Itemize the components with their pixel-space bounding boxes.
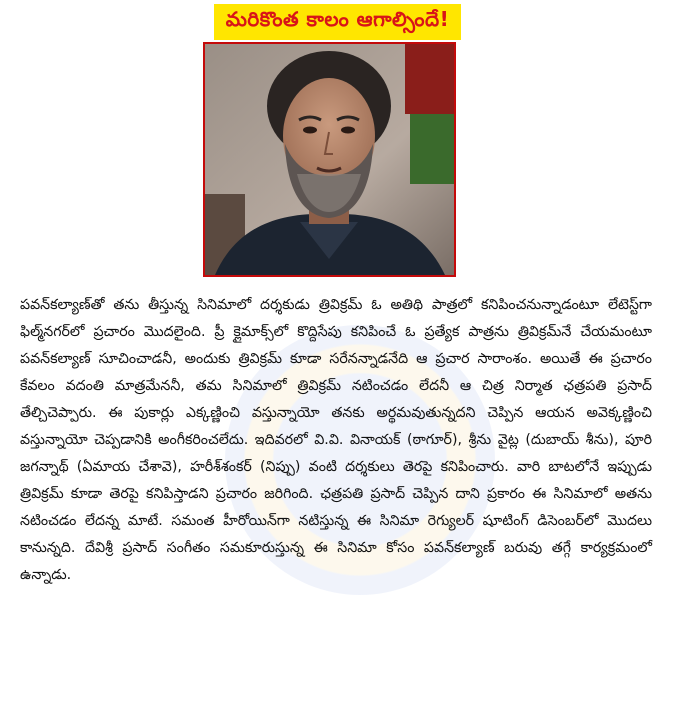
person-photo-icon [205, 44, 454, 275]
person-photo [203, 42, 456, 277]
headline-wrapper [0, 4, 675, 40]
article-body: పవన్‌కల్యాణ్‌తో తను తీస్తున్న సినిమాలో దర్శకుడు త్రివిక్రమ్ ఓ అతిథి పాత్రలో కనిపించనున్నాడంటూ లేటెస్ట్‌గా ఫిల్మ్‌నగర్‌లో ప్రచారం మొదలైంది. ప్రీ క్లైమాక్స్‌లో కొద్దిసేపు కనిపించే ఓ ప్రత్యేక పాత్రను త్రివిక్రమ్‌నే చేయమంటూ పవన్‌కల్యాణ్ సూచించాడనీ, అందుకు త్రివిక్రమ్ కూడా సరేనన్నాడనేది ఆ ప్రచార సారాంశం. అయితే ఈ ప్రచారం కేవలం వదంతి మాత్రమేననీ, తమ సినిమాలో త్రివిక్రమ్ నటించడం లేదనీ ఆ చిత్ర నిర్మాత ఛత్రపతి ప్రసాద్ తేల్చిచెప్పారు. ఈ పుకార్లు ఎక్కణ్ణించి వస్తున్నాయో తనకు అర్థమవుతున్నదని చెప్పిన ఆయన అవెక్కణ్ణించి వస్తున్నాయో చెప్పడానికి అంగీకరించలేదు. ఇదివరలో వి.వి. వినాయక్ (ఠాగూర్), శ్రీను వైట్ల (దుబాయ్ శీను), పూరి జగన్నాథ్ (ఏమాయ చేశావె), హరీశ్‌శంకర్ (నిప్పు) వంటి దర్శకులు తెరపై కనిపించారు. వారి బాటలోనే ఇప్పుడు త్రివిక్రమ్ కూడా తెరపై కనిపిస్తాడని ప్రచారం జరిగింది. ఛత్రపతి ప్రసాద్ చెప్పిన దాని ప్రకారం ఈ సినిమాలో అతను నటించడం లేదన్న మాటే. సమంత హీరోయిన్‌గా నటిస్తున్న ఈ సినిమా రెగ్యులర్ షూటింగ్ డిసెంబర్‌లో మొదలు కానున్నది. దేవిశ్రీ ప్రసాద్ సంగీతం సమకూరుస్తున్న ఈ సినిమా కోసం పవన్‌కల్యాణ్ బరువు తగ్గే కార్యక్రమంలో ఉన్నాడు. [20, 297, 652, 583]
headline-banner [214, 4, 461, 40]
headline: మరికొంత కాలం ఆగాల్సిందే! [225, 7, 450, 31]
